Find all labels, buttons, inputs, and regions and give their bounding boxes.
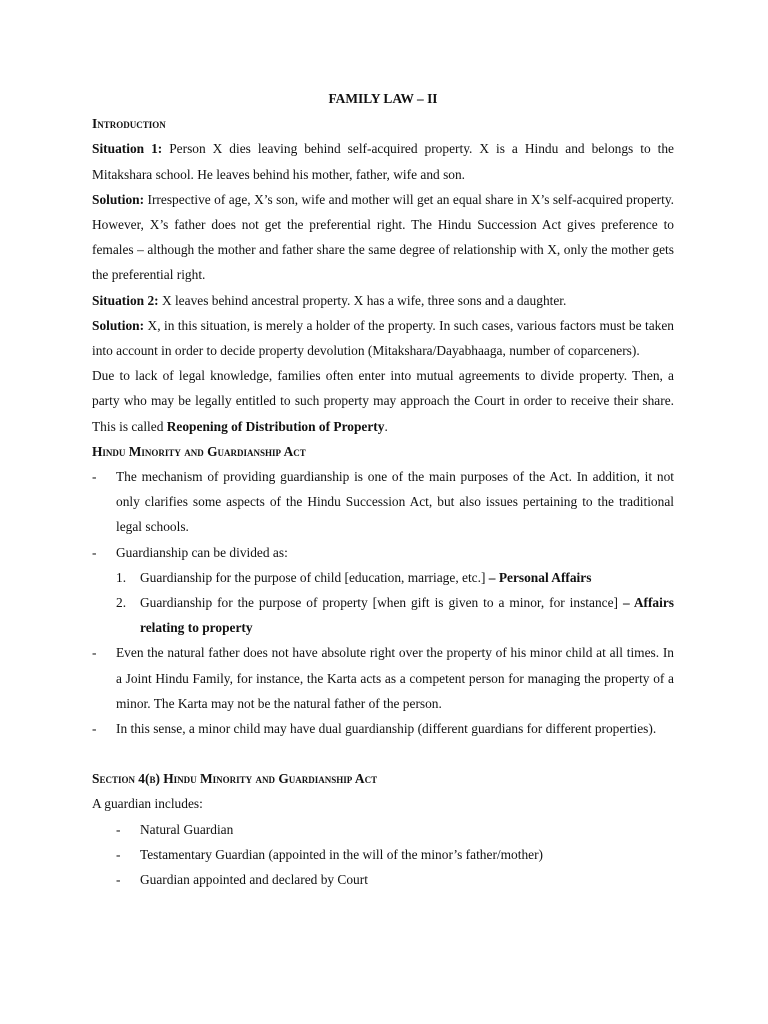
hmga-heading: Hindu Minority and Guardianship Act bbox=[92, 443, 306, 459]
guardian-intro: A guardian includes: bbox=[92, 796, 203, 812]
solution-2-label: Solution: bbox=[92, 317, 145, 333]
spacer bbox=[92, 741, 674, 766]
solution-1-paragraph bbox=[92, 187, 674, 288]
reopening-paragraph bbox=[92, 363, 674, 439]
guardian-types-list bbox=[92, 817, 674, 893]
solution-2-text: X, in this situation, is merely a holder of the property. In such cases, various factors must be taken into account in order to decide property devolution (Mitakshara/Dayabhaaga, number of coparceners). bbox=[92, 317, 674, 359]
situation-1-paragraph bbox=[92, 136, 674, 186]
list-item bbox=[92, 464, 674, 540]
bullet-dash: - bbox=[116, 821, 121, 837]
bullet-3-text: Even the natural father does not have absolute right over the property of his minor child at all times. In a Joint Hindu Family, for instance, the Karta acts as a competent person for managing the property of a minor. The Karta may not be the natural father of the person. bbox=[116, 645, 674, 711]
list-item bbox=[92, 817, 674, 842]
bullet-dash: - bbox=[92, 544, 97, 560]
guardian-type-2: Testamentary Guardian (appointed in the will of the minor’s father/mother) bbox=[140, 846, 544, 862]
reopening-term: Reopening of Distribution of Property bbox=[166, 418, 385, 434]
bullet-dash: - bbox=[92, 645, 97, 661]
guardian-type-3: Guardian appointed and declared by Court bbox=[140, 872, 368, 888]
solution-1-label: Solution: bbox=[92, 191, 145, 207]
situation-2-paragraph bbox=[92, 288, 674, 313]
guardian-type-1: Natural Guardian bbox=[140, 821, 234, 837]
list-item bbox=[92, 540, 674, 565]
section-4b-heading: Section 4(b) Hindu Minority and Guardianship Act bbox=[92, 771, 378, 787]
document-page bbox=[92, 86, 674, 892]
list-item bbox=[92, 640, 674, 716]
list-item bbox=[92, 842, 674, 867]
num-2-bold: – Affairs relating to property bbox=[140, 595, 674, 636]
bullet-2-text: Guardianship can be divided as: bbox=[116, 544, 288, 560]
reopening-text: Due to lack of legal knowledge, families often enter into mutual agreements to divide property. Then, a party who may be legally entitled to such property may approach the Court in order to receive their share. This is called bbox=[92, 368, 674, 434]
num-1-bold: – Personal Affairs bbox=[488, 569, 592, 585]
list-item bbox=[116, 590, 674, 640]
reopening-end: . bbox=[384, 418, 388, 434]
situation-2-text: X leaves behind ancestral property. X has a wife, three sons and a daughter. bbox=[158, 292, 567, 308]
list-number: 2. bbox=[116, 595, 127, 611]
situation-1-label: Situation 1: bbox=[92, 141, 163, 157]
list-item bbox=[116, 565, 674, 590]
num-2-text: Guardianship for the purpose of property [when gift is given to a minor, for instance] bbox=[140, 595, 623, 611]
list-item bbox=[92, 867, 674, 892]
solution-1-text: Irrespective of age, X’s son, wife and mother will get an equal share in X’s self-acquired property. However, X’s father does not get the preferential right. The Hindu Succession Act gives preference to females – although the mother and father share the same degree of relationship with X, only the mother gets the preferential right. bbox=[92, 191, 674, 283]
bullet-dash: - bbox=[116, 872, 121, 888]
situation-1-text: Person X dies leaving behind self-acquired property. X is a Hindu and belongs to the Mitakshara school. He leaves behind his mother, father, wife and son. bbox=[92, 141, 674, 182]
document-title: FAMILY LAW – II bbox=[328, 91, 438, 106]
situation-2-label: Situation 2: bbox=[92, 292, 159, 308]
guardianship-types-list bbox=[92, 565, 674, 641]
bullet-dash: - bbox=[116, 846, 121, 862]
list-number: 1. bbox=[116, 569, 127, 585]
num-1-text: Guardianship for the purpose of child [education, marriage, etc.] bbox=[140, 569, 489, 585]
bullet-4-text: In this sense, a minor child may have dual guardianship (different guardians for different properties). bbox=[116, 721, 657, 737]
solution-2-paragraph bbox=[92, 313, 674, 363]
bullet-1-text: The mechanism of providing guardianship is one of the main purposes of the Act. In addition, it not only clarifies some aspects of the Hindu Succession Act, but also issues pertaining to the traditional legal schools. bbox=[116, 469, 674, 535]
bullet-dash: - bbox=[92, 721, 97, 737]
list-item bbox=[92, 716, 674, 741]
bullet-dash: - bbox=[92, 469, 97, 485]
introduction-heading: Introduction bbox=[92, 116, 166, 132]
